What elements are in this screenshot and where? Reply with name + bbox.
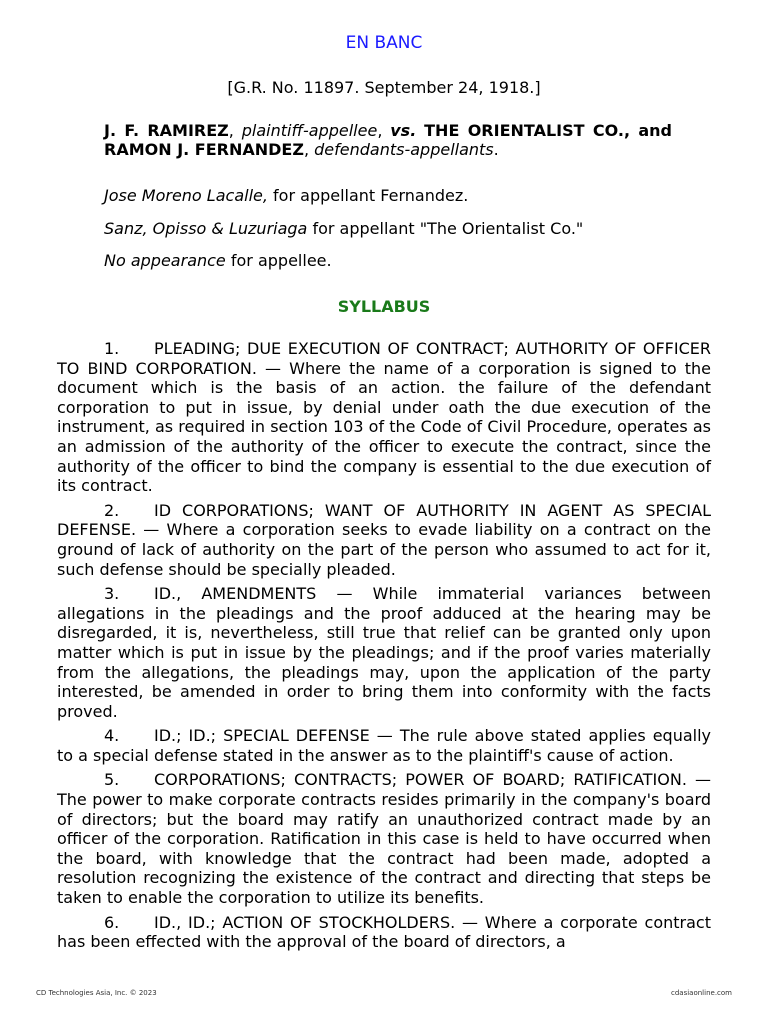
paragraph-text: PLEADING; DUE EXECUTION OF CONTRACT; AUTHORITY OF OFFICER TO BIND CORPORATION. — Where the name of a corporation is signed to the document which is the basis of an action. the failure of the defendant corporation to put in issue, by denial under oath the due execution of the instrument, as required in section 103 of the Code of Civil Procedure, operates as an admission of the authority of the officer to execute the contract, since the authority of the officer to bind the company is essential to the due execution of its contract. — [57, 339, 711, 496]
counsel-name: Sanz, Opisso & Luzuriaga — [104, 219, 308, 238]
paragraph-text: CORPORATIONS; CONTRACTS; POWER OF BOARD; RATIFICATION. — The power to make corporate contracts resides primarily in the company's board of directors; but the board may ratify an unauthorized contract made by an officer of the corporation. Ratification in this case is held to have occurred when the board, with knowledge that the contract had been made, adopted a resolution recognizing the existence of the contract and directing that steps be taken to enable the corporation to utilize its benefits. — [57, 770, 711, 908]
counsel-line — [104, 186, 468, 205]
footer-copyright: CD Technologies Asia, Inc. © 2023 — [36, 989, 157, 997]
paragraph-text: ID., AMENDMENTS — While immaterial variances between allegations in the pleadings and the proof adduced at the hearing may be disregarded, it is, nevertheless, still true that relief can be granted only upon matter which is put in issue by the pleadings; and if the proof varies materially from the allegations, the pleadings may, upon the application of the party interested, be amended in order to bring them into conformity with the facts proved. — [57, 584, 711, 721]
counsel-name: No appearance — [104, 251, 226, 270]
docket-number: [G.R. No. 11897. September 24, 1918.] — [227, 78, 541, 97]
plaintiff-role: plaintiff-appellee — [241, 121, 378, 140]
syllabus-paragraph — [57, 584, 711, 721]
counsel-for: for appellant Fernandez. — [273, 186, 469, 205]
counsel-for: for appellant "The Orientalist Co." — [312, 219, 584, 238]
syllabus-paragraph — [57, 770, 711, 907]
counsel-line — [104, 251, 332, 270]
paragraph-text: ID CORPORATIONS; WANT OF AUTHORITY IN AGENT AS SPECIAL DEFENSE. — Where a corporation seeks to evade liability on a contract on the ground of lack of authority on the part of the person who assumed to act for it, such defense should be specially pleaded. — [57, 500, 711, 579]
versus-label: vs. — [390, 121, 417, 140]
paragraph-number: 2. — [104, 500, 120, 520]
paragraph-text: ID., ID.; ACTION OF STOCKHOLDERS. — Where a corporate contract has been effected with the approval of the board of directors, a — [57, 912, 711, 952]
counsel-for: for appellee. — [230, 251, 332, 270]
syllabus-paragraph — [57, 339, 711, 496]
paragraph-number: 4. — [104, 726, 120, 746]
syllabus-body — [57, 339, 711, 957]
court-division: EN BANC — [345, 33, 423, 53]
case-parties: J. F. RAMIREZ, plaintiff-appellee, vs. THE ORIENTALIST CO., and RAMON J. FERNANDEZ, defendants-appellants. — [104, 121, 673, 159]
paragraph-number: 5. — [104, 770, 120, 790]
paragraph-number: 1. — [104, 339, 120, 358]
defendants-role: defendants-appellants — [314, 140, 494, 159]
plaintiff-name: J. F. RAMIREZ — [104, 121, 229, 140]
counsel-line — [104, 219, 583, 238]
syllabus-paragraph — [57, 726, 711, 765]
counsel-name: Jose Moreno Lacalle, — [104, 186, 268, 205]
syllabus-heading: SYLLABUS — [337, 297, 431, 316]
paragraph-number: 6. — [104, 912, 120, 932]
footer-website: cdasiaonline.com — [671, 989, 732, 997]
syllabus-paragraph — [57, 913, 711, 952]
paragraph-text: ID.; ID.; SPECIAL DEFENSE — The rule above stated applies equally to a special defense stated in the answer as to the plaintiff's cause of action. — [57, 726, 711, 765]
syllabus-paragraph — [57, 501, 711, 579]
paragraph-number: 3. — [104, 584, 120, 604]
defendants-names: THE ORIENTALIST CO., and RAMON J. FERNANDEZ — [104, 121, 673, 159]
